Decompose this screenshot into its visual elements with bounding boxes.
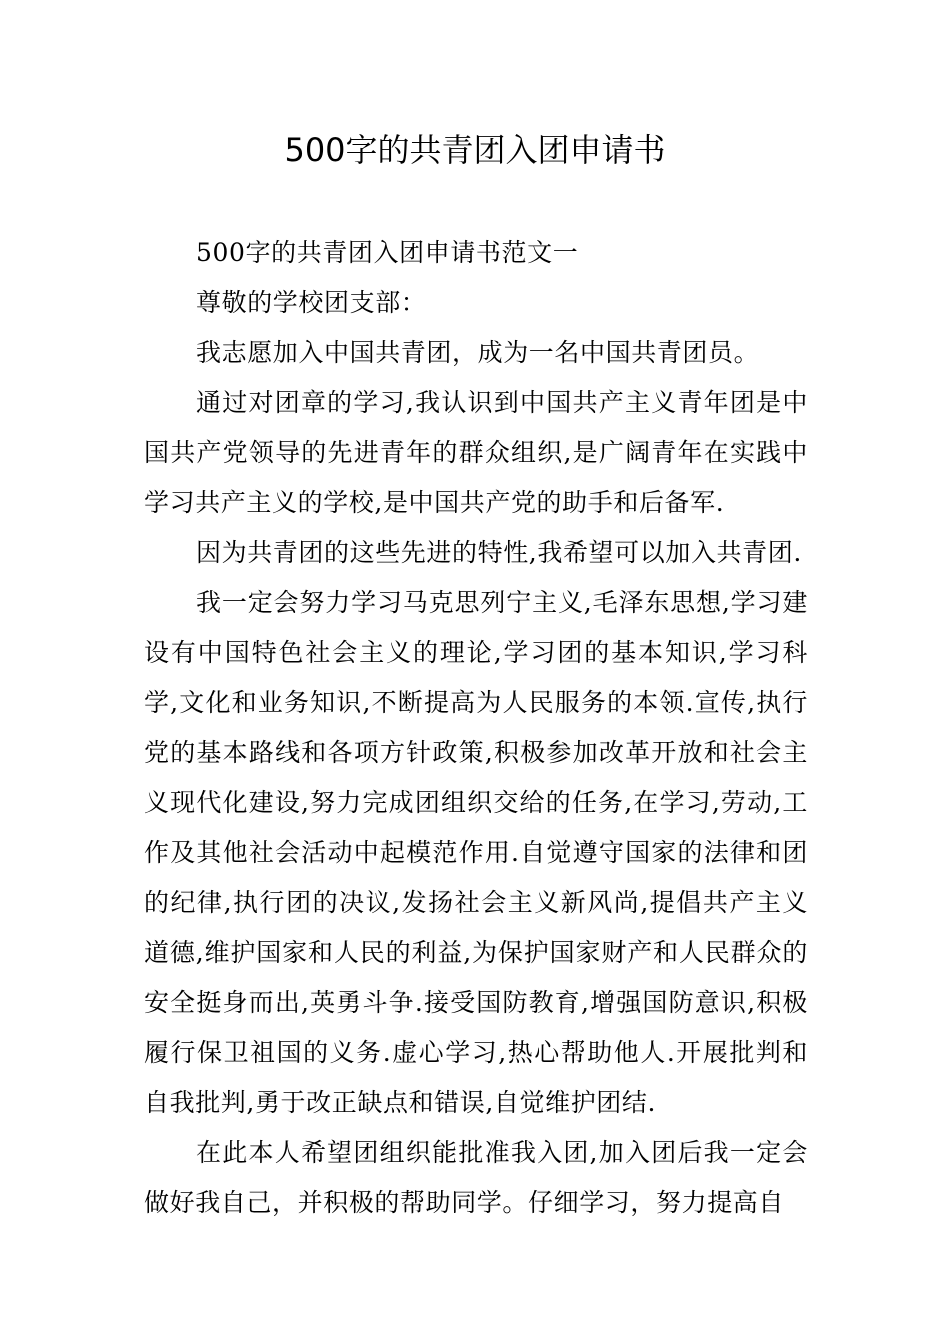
paragraph-subtitle: 500字的共青团入团申请书范文一 (196, 238, 579, 267)
paragraph-salutation: 尊敬的学校团支部： (196, 288, 427, 317)
paragraph: 我一定会努力学习马克思列宁主义,毛泽东思想,学习建设有中国特色社会主义的理论,学习团的基本知识,学习科学,文化和业务知识,不断提高为人民服务的本领.宣传,执行党的基本路线和各项方针政策,积极参加改革开放和社会主义现代化建设,努力完成团组织交给的任务,在学习,劳动,工作及其他社会活动中起模范作用.自觉遵守国家的法律和团的纪律,执行团的决议,发扬社会主义新风尚,提倡共产主义道德,维护国家和人民的利益,为保护国家财产和人民群众的安全挺身而出,英勇斗争.接受国防教育,增强国防意识,积极履行保卫祖国的义务.虚心学习,热心帮助他人.开展批判和自我批判,勇于改正缺点和错误,自觉维护团结. (144, 588, 808, 1117)
paragraph: 在此本人希望团组织能批准我入团,加入团后我一定会做好我自己，并积极的帮助同学。仔细学习，努力提高自 (144, 1138, 808, 1217)
document-body (144, 228, 808, 1228)
page-title: 500字的共青团入团申请书 (284, 131, 666, 169)
paragraph: 我志愿加入中国共青团，成为一名中国共青团员。 (196, 338, 760, 367)
paragraph: 因为共青团的这些先进的特性,我希望可以加入共青团. (196, 538, 802, 567)
paragraph: 通过对团章的学习,我认识到中国共产主义青年团是中国共产党领导的先进青年的群众组织,是广阔青年在实践中学习共产主义的学校,是中国共产党的助手和后备军. (144, 388, 808, 517)
